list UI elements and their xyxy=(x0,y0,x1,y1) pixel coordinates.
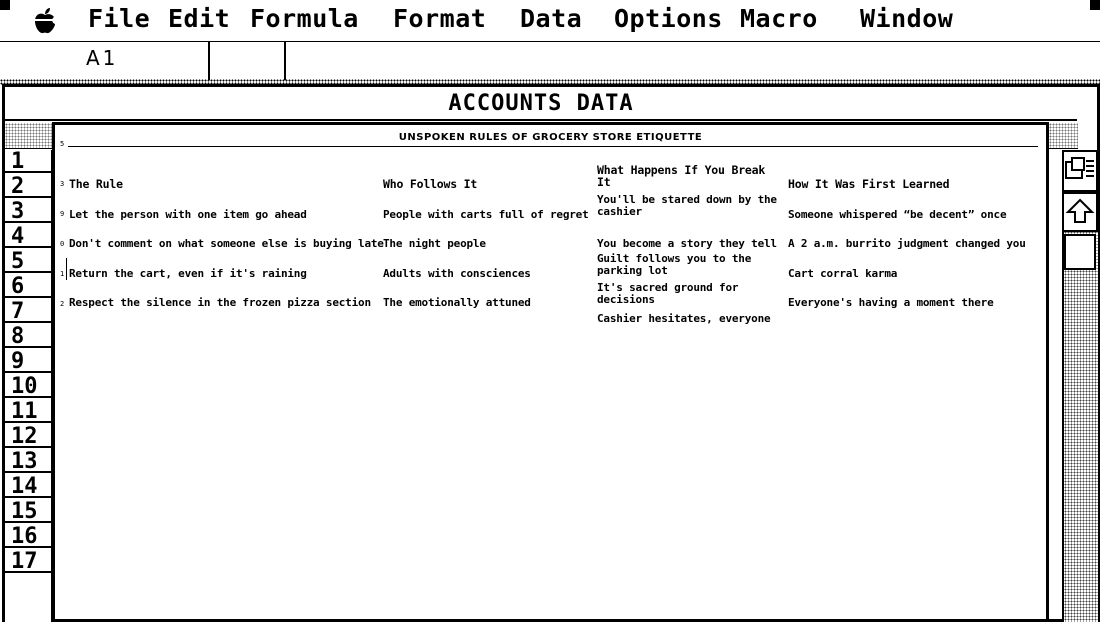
row-headers xyxy=(5,150,53,622)
screen-corner xyxy=(0,0,10,10)
table-cell[interactable]: The emotionally attuned xyxy=(383,296,531,309)
table-header-cell[interactable]: The Rule xyxy=(69,177,123,191)
row-header[interactable]: 12 xyxy=(5,425,53,448)
pane-split-box[interactable] xyxy=(1062,150,1098,192)
row-header[interactable]: 14 xyxy=(5,475,53,498)
formula-bar xyxy=(0,42,1100,80)
row-header[interactable]: 1 xyxy=(5,150,53,173)
table-header-cell[interactable]: Who Follows It xyxy=(383,177,478,191)
row-header[interactable]: 6 xyxy=(5,275,53,298)
formula-bar-divider xyxy=(284,42,286,80)
split-window-icon xyxy=(1064,152,1096,190)
menu-options[interactable]: Options xyxy=(614,4,723,33)
table-cell[interactable]: Let the person with one item go ahead xyxy=(69,208,307,221)
row-header[interactable]: 13 xyxy=(5,450,53,473)
table-cell[interactable]: A 2 a.m. burrito judgment changed you xyxy=(788,237,1026,250)
sheet-title[interactable]: ACCOUNTS DATA xyxy=(5,87,1077,121)
menu-formula[interactable]: Formula xyxy=(250,4,359,33)
table-cell[interactable]: Guilt follows you to the parking lot xyxy=(597,252,752,277)
row-header[interactable]: 15 xyxy=(5,500,53,523)
row-header[interactable]: 11 xyxy=(5,400,53,423)
row-header[interactable]: 4 xyxy=(5,225,53,248)
menu-edit[interactable]: Edit xyxy=(168,4,231,33)
table-cell[interactable]: You become a story they tell xyxy=(597,237,777,250)
gutter-tick: 3 xyxy=(60,180,65,188)
menu-window[interactable]: Window xyxy=(860,4,954,33)
table-cell[interactable]: Everyone's having a moment there xyxy=(788,296,994,309)
gutter-tick: 0 xyxy=(60,240,65,248)
gutter-tick: 9 xyxy=(60,210,65,218)
row-header[interactable]: 17 xyxy=(5,550,53,573)
table-title-rule xyxy=(68,146,1038,147)
scroll-thumb[interactable] xyxy=(1064,234,1096,270)
gutter-tick: 1 xyxy=(60,270,65,278)
table-cell[interactable]: Don't comment on what someone else is buying late xyxy=(69,237,384,250)
row-header[interactable]: 10 xyxy=(5,375,53,398)
table-cell[interactable]: The night people xyxy=(383,237,486,250)
table-cell[interactable]: Adults with consciences xyxy=(383,267,531,280)
formula-input[interactable] xyxy=(288,44,1096,78)
menu-format[interactable]: Format xyxy=(393,4,487,33)
row-header[interactable]: 5 xyxy=(5,250,53,273)
table-cell[interactable]: Respect the silence in the frozen pizza section xyxy=(69,296,371,309)
row-header[interactable]: 8 xyxy=(5,325,53,348)
table-cell[interactable]: It's sacred ground for decisions xyxy=(597,281,739,306)
row-header[interactable]: 9 xyxy=(5,350,53,373)
scroll-up-button[interactable] xyxy=(1062,192,1098,232)
table-cell[interactable]: Cart corral karma xyxy=(788,267,898,280)
menu-macro[interactable]: Macro xyxy=(740,4,818,33)
row-header[interactable]: 16 xyxy=(5,525,53,548)
table-panel xyxy=(52,122,1049,622)
gutter-tick: 2 xyxy=(60,300,65,308)
formula-bar-divider xyxy=(208,42,210,80)
row-header[interactable]: 3 xyxy=(5,200,53,223)
apple-icon[interactable] xyxy=(32,7,58,35)
row-header[interactable]: 7 xyxy=(5,300,53,323)
cell-reference[interactable]: A1 xyxy=(86,46,119,70)
cell-cursor xyxy=(66,258,67,280)
table-cell[interactable]: You'll be stared down by the cashier xyxy=(597,193,777,218)
screen-corner xyxy=(1090,0,1100,10)
arrow-up-icon xyxy=(1064,194,1096,230)
table-cell[interactable]: Return the cart, even if it's raining xyxy=(69,267,307,280)
row-header[interactable]: 2 xyxy=(5,175,53,198)
table-title: UNSPOKEN RULES OF GROCERY STORE ETIQUETTE xyxy=(398,132,703,143)
table-header-cell[interactable]: How It Was First Learned xyxy=(788,177,950,191)
table-cell[interactable]: Someone whispered “be decent” once xyxy=(788,208,1007,221)
menu-file[interactable]: File xyxy=(88,4,151,33)
menu-data[interactable]: Data xyxy=(520,4,583,33)
table-cell[interactable]: Cashier hesitates, everyone xyxy=(597,312,771,325)
gutter-tick: 5 xyxy=(60,140,65,148)
table-cell[interactable]: People with carts full of regret xyxy=(383,208,589,221)
table-header-cell[interactable]: What Happens If You Break It xyxy=(597,163,766,189)
menu-bar xyxy=(0,0,1100,42)
